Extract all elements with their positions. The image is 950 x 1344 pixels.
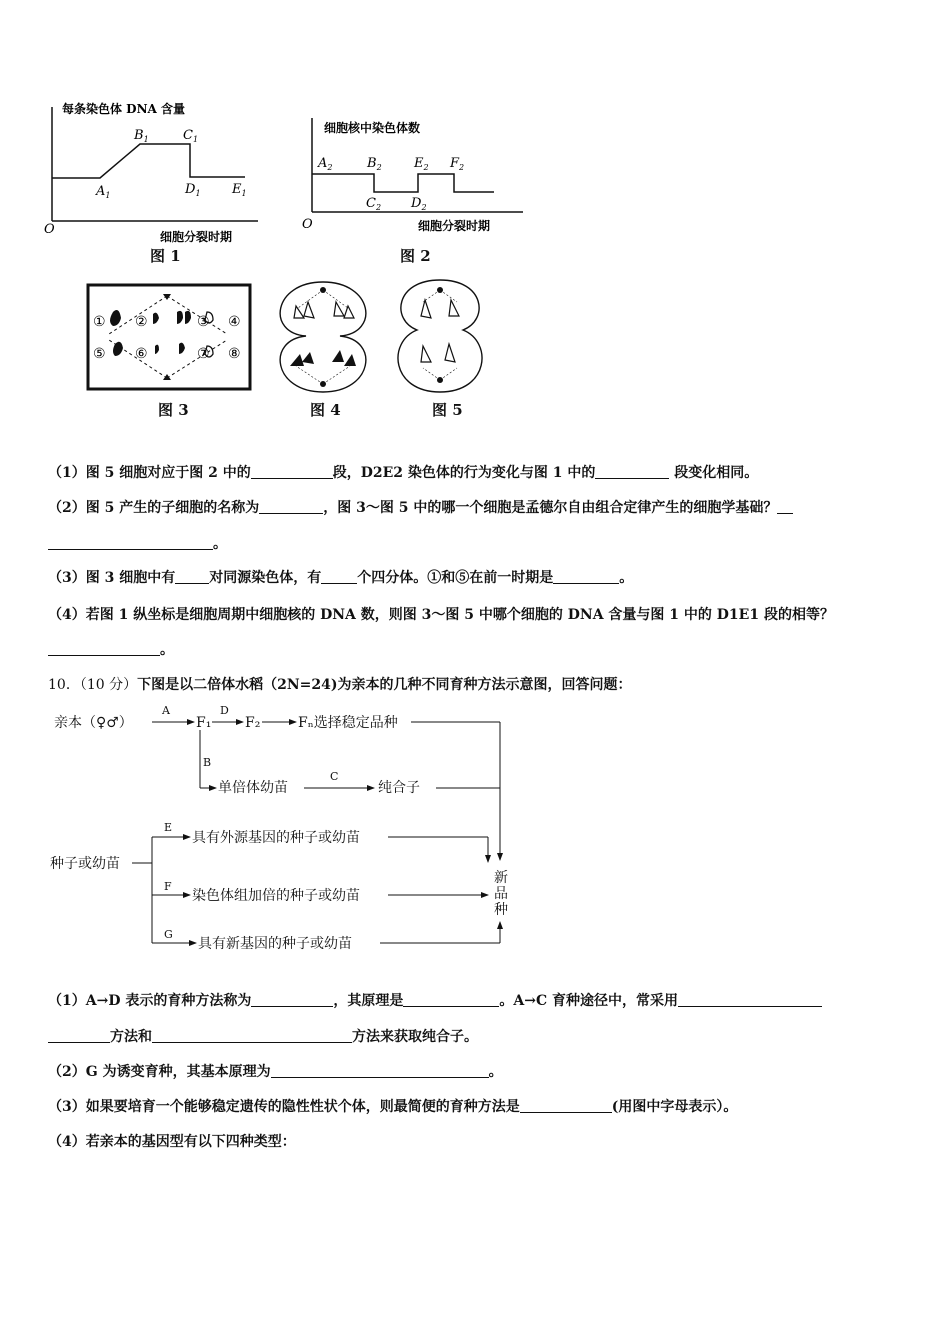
diagram-label-F: F — [164, 880, 172, 893]
diagram-label-D: D — [220, 704, 229, 717]
fig3-chromosome-number: ① — [93, 314, 106, 330]
svg-text:D1 — [184, 182, 201, 198]
svg-text:B2 — [366, 156, 382, 172]
q9-part3: （3）图 3 细胞中有 对同源染色体，有 个四分体。①和⑤在前一时期是 。 — [48, 570, 634, 586]
answer-blank[interactable] — [403, 992, 499, 1007]
fig3-chromosome-number: ③ — [197, 314, 210, 330]
svg-text:A1 — [95, 184, 110, 200]
diagram-newvariety-char: 新 — [494, 870, 508, 886]
fig1-point-letter: B — [134, 128, 144, 143]
q10-part1-continued: 方法和 方法来获取纯合子。 — [48, 1026, 478, 1046]
fig2-point-sub: 2 — [327, 163, 333, 172]
q10-part1: （1）A→D 表示的育种方法称为 ，其原理是 。A→C 育种途径中，常采用 — [48, 990, 822, 1010]
diagram-newvariety-char: 品 — [494, 886, 508, 902]
diagram-doubled: 染色体组加倍的种子或幼苗 — [192, 888, 360, 904]
diagram-Fn: Fₙ选择稳定品种 — [298, 715, 398, 731]
fig1-point-sub: 1 — [195, 189, 201, 198]
fig2-point-letter: B — [367, 156, 377, 171]
answer-blank[interactable] — [271, 1063, 489, 1078]
answer-blank[interactable] — [48, 641, 160, 656]
fig2-point-letter: A — [318, 156, 328, 171]
figure-4-caption: 图 4 — [310, 401, 341, 419]
answer-blank[interactable] — [251, 992, 333, 1007]
answer-blank[interactable] — [152, 1028, 352, 1043]
diagram-newgene: 具有新基因的种子或幼苗 — [198, 936, 352, 952]
figure-1-caption: 图 1 — [150, 247, 181, 265]
fig2-point-sub: 2 — [459, 163, 465, 172]
q9-part2: （2）图 5 产生的子细胞的名称为 ，图 3～图 5 中的哪一个细胞是孟德尔自由组合定律产生的细胞学基础？ — [48, 497, 793, 517]
figure-3-cell — [85, 282, 255, 394]
breeding-diagram — [48, 700, 528, 960]
diagram-label-B: B — [203, 756, 212, 769]
fig1-point-letter: C — [183, 128, 193, 143]
figure-5-cell — [385, 276, 495, 396]
fig3-chromosome-number: ④ — [228, 314, 241, 330]
diagram-label-A: A — [162, 704, 170, 717]
q10-part3: （3）如果要培育一个能够稳定遗传的隐性性状个体，则最简便的育种方法是 (用图中字母表示）。 — [48, 1099, 738, 1115]
svg-text:E2 — [413, 156, 429, 172]
svg-text:A2 — [317, 156, 332, 172]
fig3-chromosome-number: ⑦ — [197, 346, 210, 362]
diagram-homozygote: 纯合子 — [378, 780, 420, 796]
diagram-label-G: G — [164, 928, 173, 941]
fig2-point-letter: D — [411, 196, 422, 211]
figure-5-caption: 图 5 — [432, 401, 463, 419]
fig1-point-sub: 1 — [192, 135, 199, 144]
q10-part4: （4）若亲本的基因型有以下四种类型： — [48, 1134, 296, 1150]
svg-text:F2 — [449, 156, 464, 172]
diagram-label-C: C — [330, 770, 339, 783]
fig3-chromosome-number: ⑧ — [228, 346, 241, 362]
fig3-chromosome-number: ② — [135, 314, 148, 330]
figure-2-graph — [298, 112, 538, 237]
svg-text:B1 — [133, 128, 149, 144]
q10-part2: （2）G 为诱变育种，其基本原理为 。 — [48, 1064, 503, 1080]
answer-blank[interactable] — [48, 535, 213, 550]
answer-blank[interactable] — [175, 569, 209, 584]
fig1-point-letter: E — [232, 182, 242, 197]
answer-blank[interactable] — [678, 992, 822, 1007]
fig1-point-sub: 1 — [143, 135, 149, 144]
question-number: 10． — [48, 677, 80, 693]
answer-blank[interactable] — [251, 464, 333, 479]
fig2-point-sub: 2 — [423, 163, 429, 172]
fig1-point-sub: 1 — [105, 191, 111, 200]
svg-text:E1 — [231, 182, 247, 198]
fig1-origin: O — [44, 222, 55, 237]
q9-part4: （4）若图 1 纵坐标是细胞周期中细胞核的 DNA 数，则图 3～图 5 中哪个细胞的 DNA 含量与图 1 中的 D1E1 段的相等？ — [48, 607, 834, 623]
q9-part1: （1）图 5 细胞对应于图 2 中的 段，D2E2 染色体的行为变化与图 1 中的 段变化相同。 — [48, 465, 759, 481]
answer-blank[interactable] — [520, 1098, 612, 1113]
answer-blank[interactable] — [48, 1028, 110, 1043]
fig2-ylabel: 细胞核中染色体数 — [324, 121, 421, 135]
fig2-point-sub: 2 — [421, 203, 427, 212]
figure-4-cell — [268, 278, 378, 396]
answer-blank[interactable] — [259, 499, 323, 514]
fig2-point-letter: F — [450, 156, 460, 171]
answer-blank[interactable] — [595, 464, 669, 479]
diagram-F2: F₂ — [245, 715, 261, 731]
svg-text:C2 — [366, 196, 381, 212]
diagram-F1: F₁ — [196, 715, 212, 731]
q9-part2-continued: 。 — [48, 533, 227, 553]
figure-1-graph — [40, 95, 270, 245]
diagram-label-E: E — [164, 821, 173, 834]
fig2-origin: O — [302, 217, 313, 232]
q9-part4-continued: 。 — [48, 639, 174, 659]
fig2-point-letter: C — [366, 196, 376, 211]
diagram-seed: 种子或幼苗 — [50, 856, 120, 872]
fig1-point-letter: A — [96, 184, 106, 199]
fig2-point-sub: 2 — [376, 163, 382, 172]
q10-title — [48, 674, 631, 694]
question-score: （10 分） — [79, 677, 138, 693]
answer-blank[interactable] — [321, 569, 357, 584]
fig1-point-sub: 1 — [241, 189, 247, 198]
diagram-haploid: 单倍体幼苗 — [218, 780, 288, 796]
svg-text:D2 — [410, 196, 427, 212]
diagram-parent: 亲本（♀♂） — [54, 715, 133, 731]
figure-3-caption: 图 3 — [158, 401, 189, 419]
fig2-point-letter: E — [414, 156, 424, 171]
fig3-chromosome-number: ⑤ — [93, 346, 106, 362]
figure-2-caption: 图 2 — [400, 247, 431, 265]
fig2-point-sub: 2 — [375, 203, 382, 212]
svg-text:C1 — [183, 128, 198, 144]
fig2-xlabel: 细胞分裂时期 — [418, 219, 491, 233]
fig1-point-letter: D — [185, 182, 196, 197]
fig1-ylabel: 每条染色体 DNA 含量 — [62, 102, 186, 116]
answer-blank[interactable] — [553, 569, 619, 584]
fig1-xlabel: 细胞分裂时期 — [160, 230, 233, 244]
diagram-foreign: 具有外源基因的种子或幼苗 — [192, 830, 360, 846]
question-text: 下图是以二倍体水稻（2N=24)为亲本的几种不同育种方法示意图，回答问题： — [137, 677, 632, 693]
diagram-newvariety-char: 种 — [494, 902, 508, 918]
fig3-chromosome-number: ⑥ — [135, 346, 148, 362]
answer-blank[interactable] — [777, 499, 793, 514]
